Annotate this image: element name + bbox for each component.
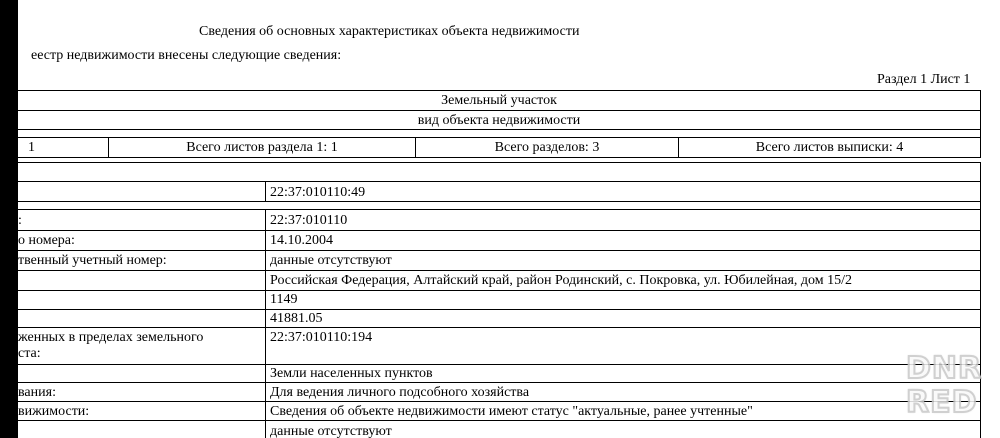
document-page: [18, 0, 1000, 438]
document-title: Сведения об основных характеристиках объекта недвижимости: [199, 24, 580, 39]
objects-within-label-line2: ста:: [18, 346, 41, 361]
state-account-number-label: твенный учетный номер:: [18, 253, 167, 268]
object-type-caption: вид объекта недвижимости: [417, 113, 581, 128]
state-account-number-value: данные отсутствуют: [270, 253, 392, 268]
address-value: Российская Федерация, Алтайский край, район Родинский, с. Покровка, ул. Юбилейная, дом 15/2: [270, 273, 853, 288]
cadastral-value-value: 41881.05: [270, 311, 323, 326]
cadastral-number-value: 22:37:010110:49: [270, 185, 366, 200]
assignment-date-label: о номера:: [18, 233, 75, 248]
statement-sheets-total: Всего листов выписки: 4: [755, 140, 904, 155]
object-status-label: вижимости:: [18, 404, 90, 419]
object-status-value: Сведения об объекте недвижимости имеют статус "актуальные, ранее учтенные": [270, 404, 753, 419]
section-sheet-label: Раздел 1 Лист 1: [877, 72, 971, 87]
quarter-number-value: 22:37:010110: [270, 213, 348, 228]
intro-text: еестр недвижимости внесены следующие сведения:: [31, 48, 342, 63]
quarter-number-label: :: [18, 213, 22, 228]
special-notes-value: данные отсутствуют: [270, 424, 392, 438]
sheet-number-cell: 1: [28, 140, 35, 155]
land-category-value: Земли населенных пунктов: [270, 366, 433, 381]
sheets-in-section: Всего листов раздела 1: 1: [186, 140, 338, 155]
object-type: Земельный участок: [441, 93, 557, 108]
sections-total: Всего разделов: 3: [494, 140, 600, 155]
watermark-line2: RED: [906, 385, 978, 420]
area-value: 1149: [270, 292, 298, 307]
watermark-line1: DNR: [906, 351, 983, 386]
permitted-use-value: Для ведения личного подсобного хозяйства: [270, 385, 530, 400]
objects-within-label: женных в пределах земельного: [18, 330, 204, 345]
permitted-use-label: вания:: [18, 385, 56, 400]
watermark-logo: [906, 352, 990, 426]
objects-within-value: 22:37:010110:194: [270, 330, 373, 345]
assignment-date-value: 14.10.2004: [270, 233, 333, 248]
